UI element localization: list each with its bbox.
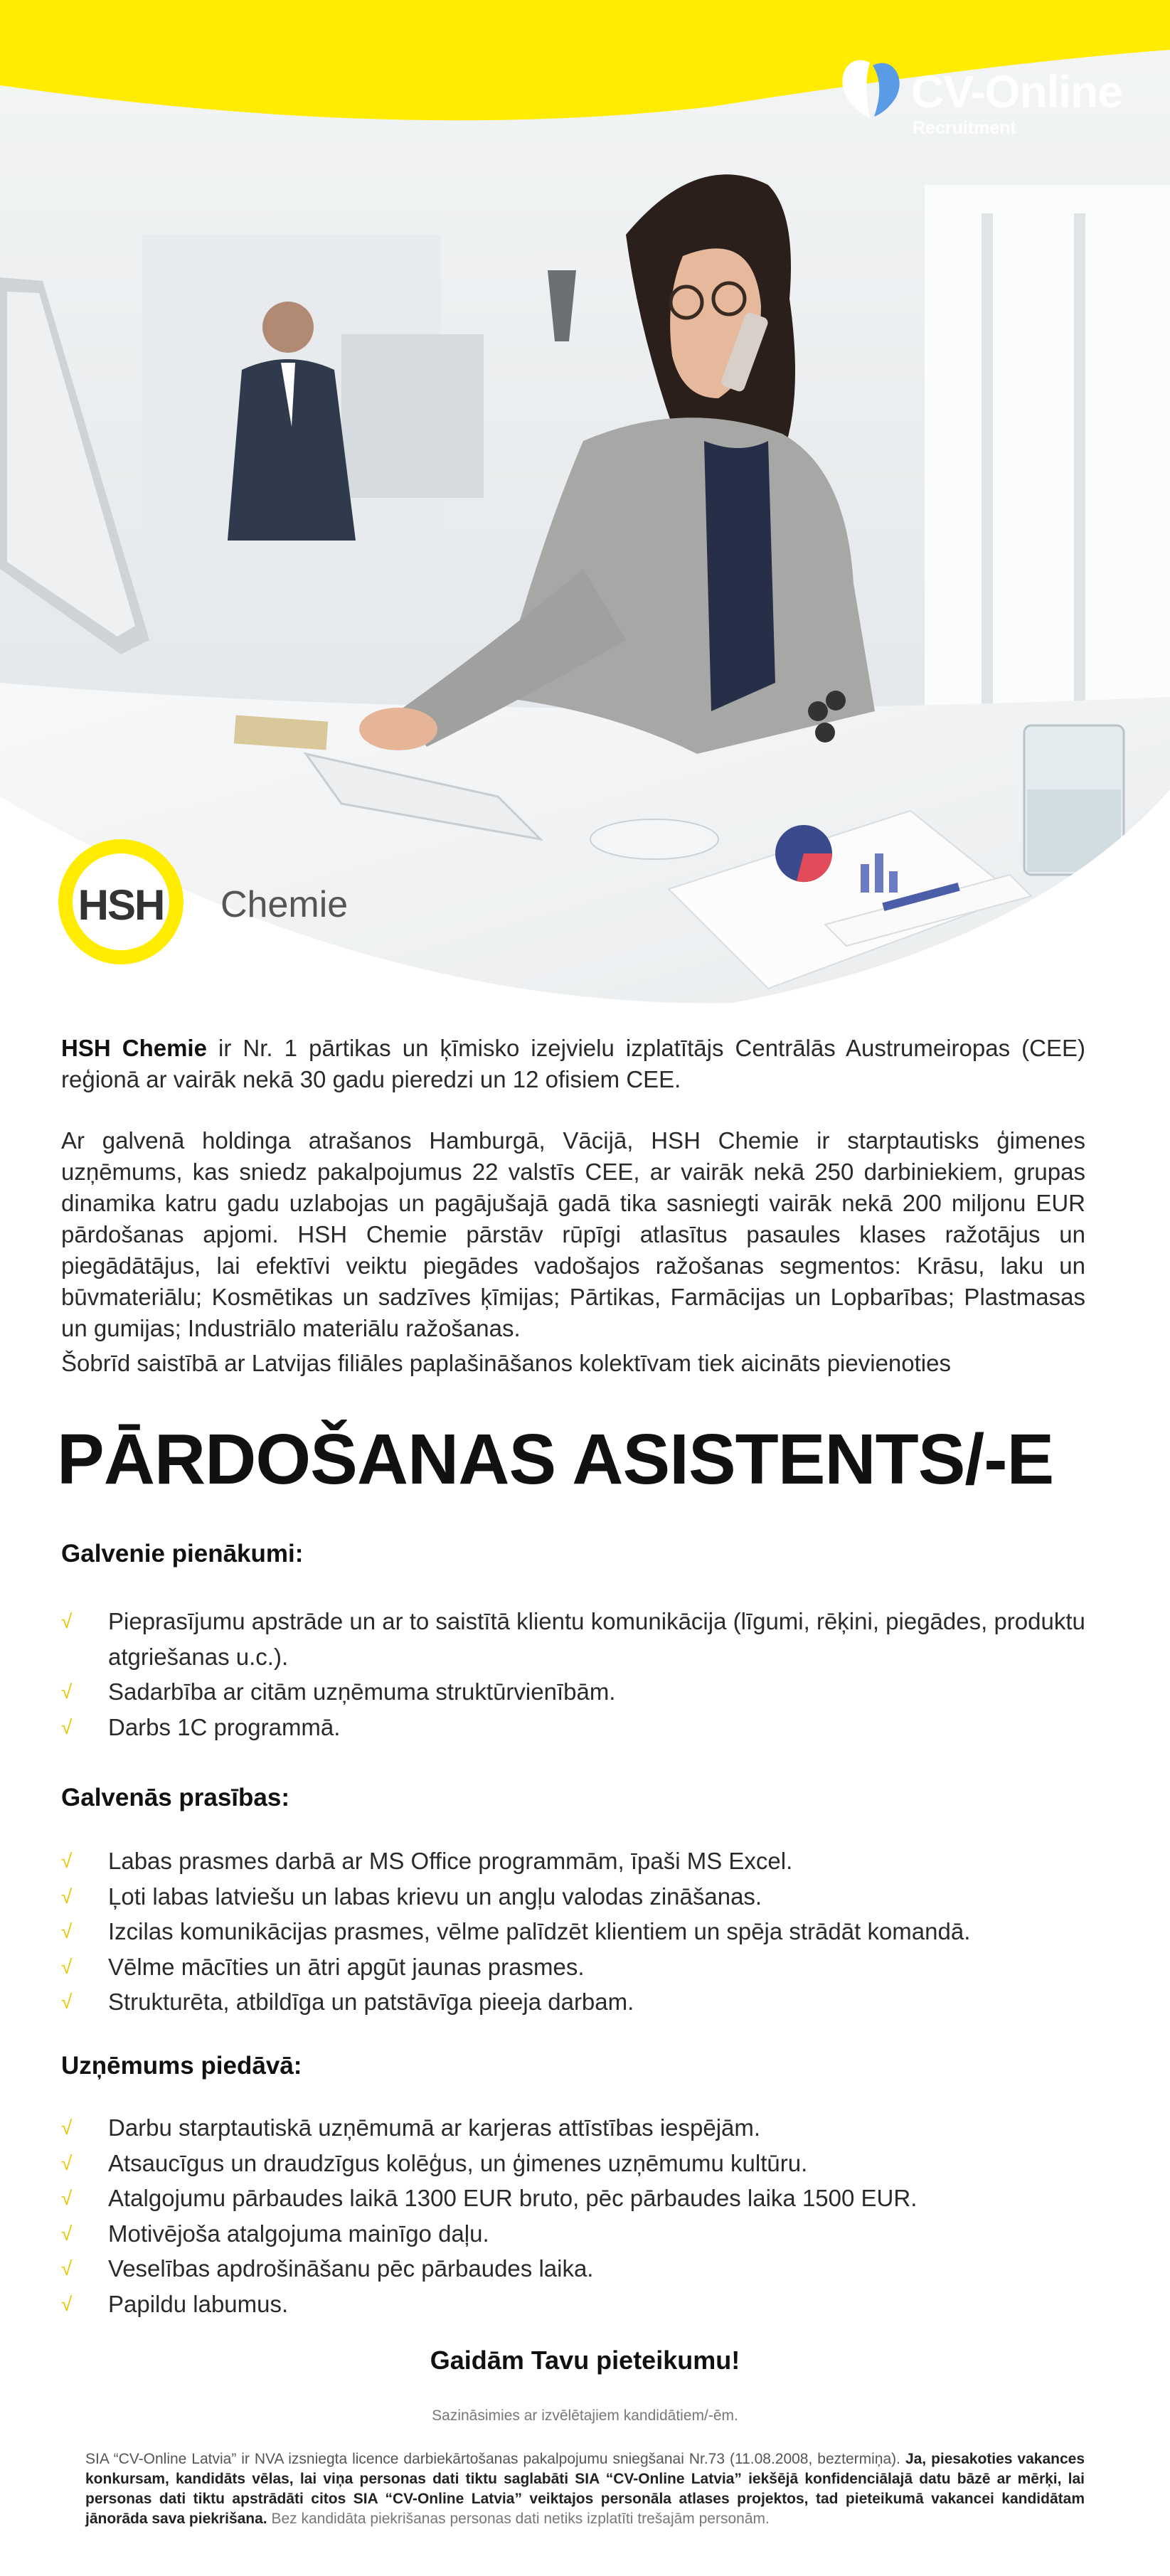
cv-online-brand-name: CV-Online [911,66,1122,117]
offers-heading: Uzņēmums piedāvā: [61,2052,302,2080]
offer-item [61,2287,1128,2322]
check-icon: √ [61,2117,73,2139]
legal-consent-text: Ja, piesakoties vakances konkursam, kandidāts vēlas, lai viņa personas dati tiktu saglabāti SIA “CV-Online Latvia” iekšējā konfidenciālajā datu bāzē ar mērķi, lai personas dati tiktu apstrādāti citos SIA “CV-Online Latvia” veiktajos personāla atlases projektos, tad pieteikumā vakancei kandidātam jānorāda sava piekrišana. [85,2451,1085,2527]
check-icon: √ [61,2257,73,2279]
offer-item [61,2110,1128,2146]
requirement-item [61,1879,1128,1915]
intro-paragraph-1 [61,1033,1085,1095]
offer-item-text: Atsaucīgus un draudzīgus kolēģus, un ģimenes uzņēmumu kultūru. [108,2149,808,2176]
check-icon: √ [61,1955,73,1978]
duty-item [61,1674,1128,1710]
intro-p1-text: ir Nr. 1 pārtikas un ķīmisko izejvielu izplatītājs Centrālās Austrumeiropas (CEE) reģionā ar vairāk nekā 30 gadu pieredzi un 12 ofisiem CEE. [61,1035,1085,1092]
contact-note: Sazināsimies ar izvēlētajiem kandidātiem/-ēm. [432,2407,738,2424]
offer-item [61,2251,1128,2287]
duties-list [61,1604,1128,1745]
offers-list [61,2110,1128,2321]
cv-online-logo [836,50,1134,142]
requirement-item [61,1843,1128,1879]
offer-item-text: Motivējoša atalgojuma mainīgo daļu. [108,2220,489,2247]
cv-online-tagline: Recruitment [913,118,1016,138]
requirement-item-text: Strukturēta, atbildīga un patstāvīga pieeja darbam. [108,1989,634,2015]
duty-item-text: Sadarbība ar citām uzņēmuma struktūrvienībām. [108,1678,616,1705]
check-icon: √ [61,2292,73,2315]
requirement-item [61,1914,1128,1949]
intro-paragraph-2: Ar galvenā holdinga atrašanos Hamburgā, Vācijā, HSH Chemie ir starptautisks ģimenes uzņēmums, kas sniedz pakalpojumus 22 valstīs CEE, ar vairāk nekā 250 darbiniekiem, grupas dinamika katru gadu uzlabojas un pagājušajā gadā tika sasniegti vairāk nekā 200 miljonu EUR pārdošanas apjomi. HSH Chemie pārstāv rūpīgi atlasītus pasaules klases ražotājus un piegādātājus, lai efektīvi veiktu piegādes vadošajos ražošanas segmentos: Krāsu, laku un būvmateriālu; Kosmētikas un sadzīves ķīmijas; Pārtikas, Farmācijas un Lopbarības; Plastmasas un gumijas; Industriālo materiālu ražošanas. [61,1127,1085,1341]
company-name: HSH Chemie [61,1035,207,1061]
check-icon: √ [61,2222,73,2245]
legal-notice [85,2449,1085,2529]
job-title: PĀRDOŠANAS ASISTENTS/-E [57,1420,1054,1499]
offer-item-text: Darbu starptautiskā uzņēmumā ar karjeras attīstības iespējām. [108,2114,761,2141]
duty-item [61,1604,1128,1674]
duties-heading: Galvenie pienākumi: [61,1540,304,1568]
check-icon: √ [61,2151,73,2174]
check-icon: √ [61,1920,73,1942]
requirement-item-text: Labas prasmes darbā ar MS Office programmām, īpaši MS Excel. [108,1848,793,1874]
requirement-item-text: Ļoti labas latviešu un labas krievu un angļu valodas zināšanas. [108,1883,762,1910]
check-icon: √ [61,1681,73,1703]
requirement-item [61,1984,1128,2020]
requirements-list [61,1843,1128,2020]
offer-item-text: Veselības apdrošināšanu pēc pārbaudes laika. [108,2255,594,2282]
check-icon: √ [61,1850,73,1872]
closing-call-to-action: Gaidām Tavu pieteikumu! [430,2346,740,2375]
legal-licence-text: SIA “CV-Online Latvia” ir NVA izsniegta licence darbiekārtošanas pakalpojumu sniegšanai Nr.73 (11.08.2008, beztermiņa). [85,2451,905,2467]
duty-item-text: Darbs 1C programmā. [108,1713,341,1740]
offer-item-text: Atalgojumu pārbaudes laikā 1300 EUR bruto, pēc pārbaudes laika 1500 EUR. [108,2185,918,2211]
offer-item [61,2146,1128,2181]
check-icon: √ [61,1610,73,1632]
hsh-logo-mark: HSH [78,881,164,929]
duty-item [61,1710,1128,1745]
intro-paragraph-3: Šobrīd saistībā ar Latvijas filiāles paplašināšanos kolektīvam tiek aicināts pievienoties [61,1350,951,1376]
requirements-heading: Galvenās prasības: [61,1784,289,1811]
requirement-item [61,1949,1128,1985]
hero-banner [0,0,1170,1010]
check-icon: √ [61,1885,73,1907]
hsh-chemie-logo [58,839,371,989]
cv-online-logo-icon [836,53,904,121]
check-icon: √ [61,2187,73,2209]
requirement-item-text: Vēlme mācīties un ātri apgūt jaunas prasmes. [108,1953,585,1980]
hsh-logo-name: Chemie [220,884,349,925]
legal-privacy-text: Bez kandidāta piekrišanas personas dati netiks izplatīti trešajām personām. [267,2511,770,2527]
offer-item-text: Papildu labumus. [108,2290,289,2317]
check-icon: √ [61,1715,73,1738]
offer-item [61,2216,1128,2252]
duty-item-text: Pieprasījumu apstrāde un ar to saistītā klientu komunikācija (līgumi, rēķini, piegādes, produktu atgriešanas u.c.). [108,1608,1085,1670]
check-icon: √ [61,1991,73,2013]
offer-item [61,2181,1128,2216]
requirement-item-text: Izcilas komunikācijas prasmes, vēlme palīdzēt klientiem un spēja strādāt komandā. [108,1918,971,1944]
